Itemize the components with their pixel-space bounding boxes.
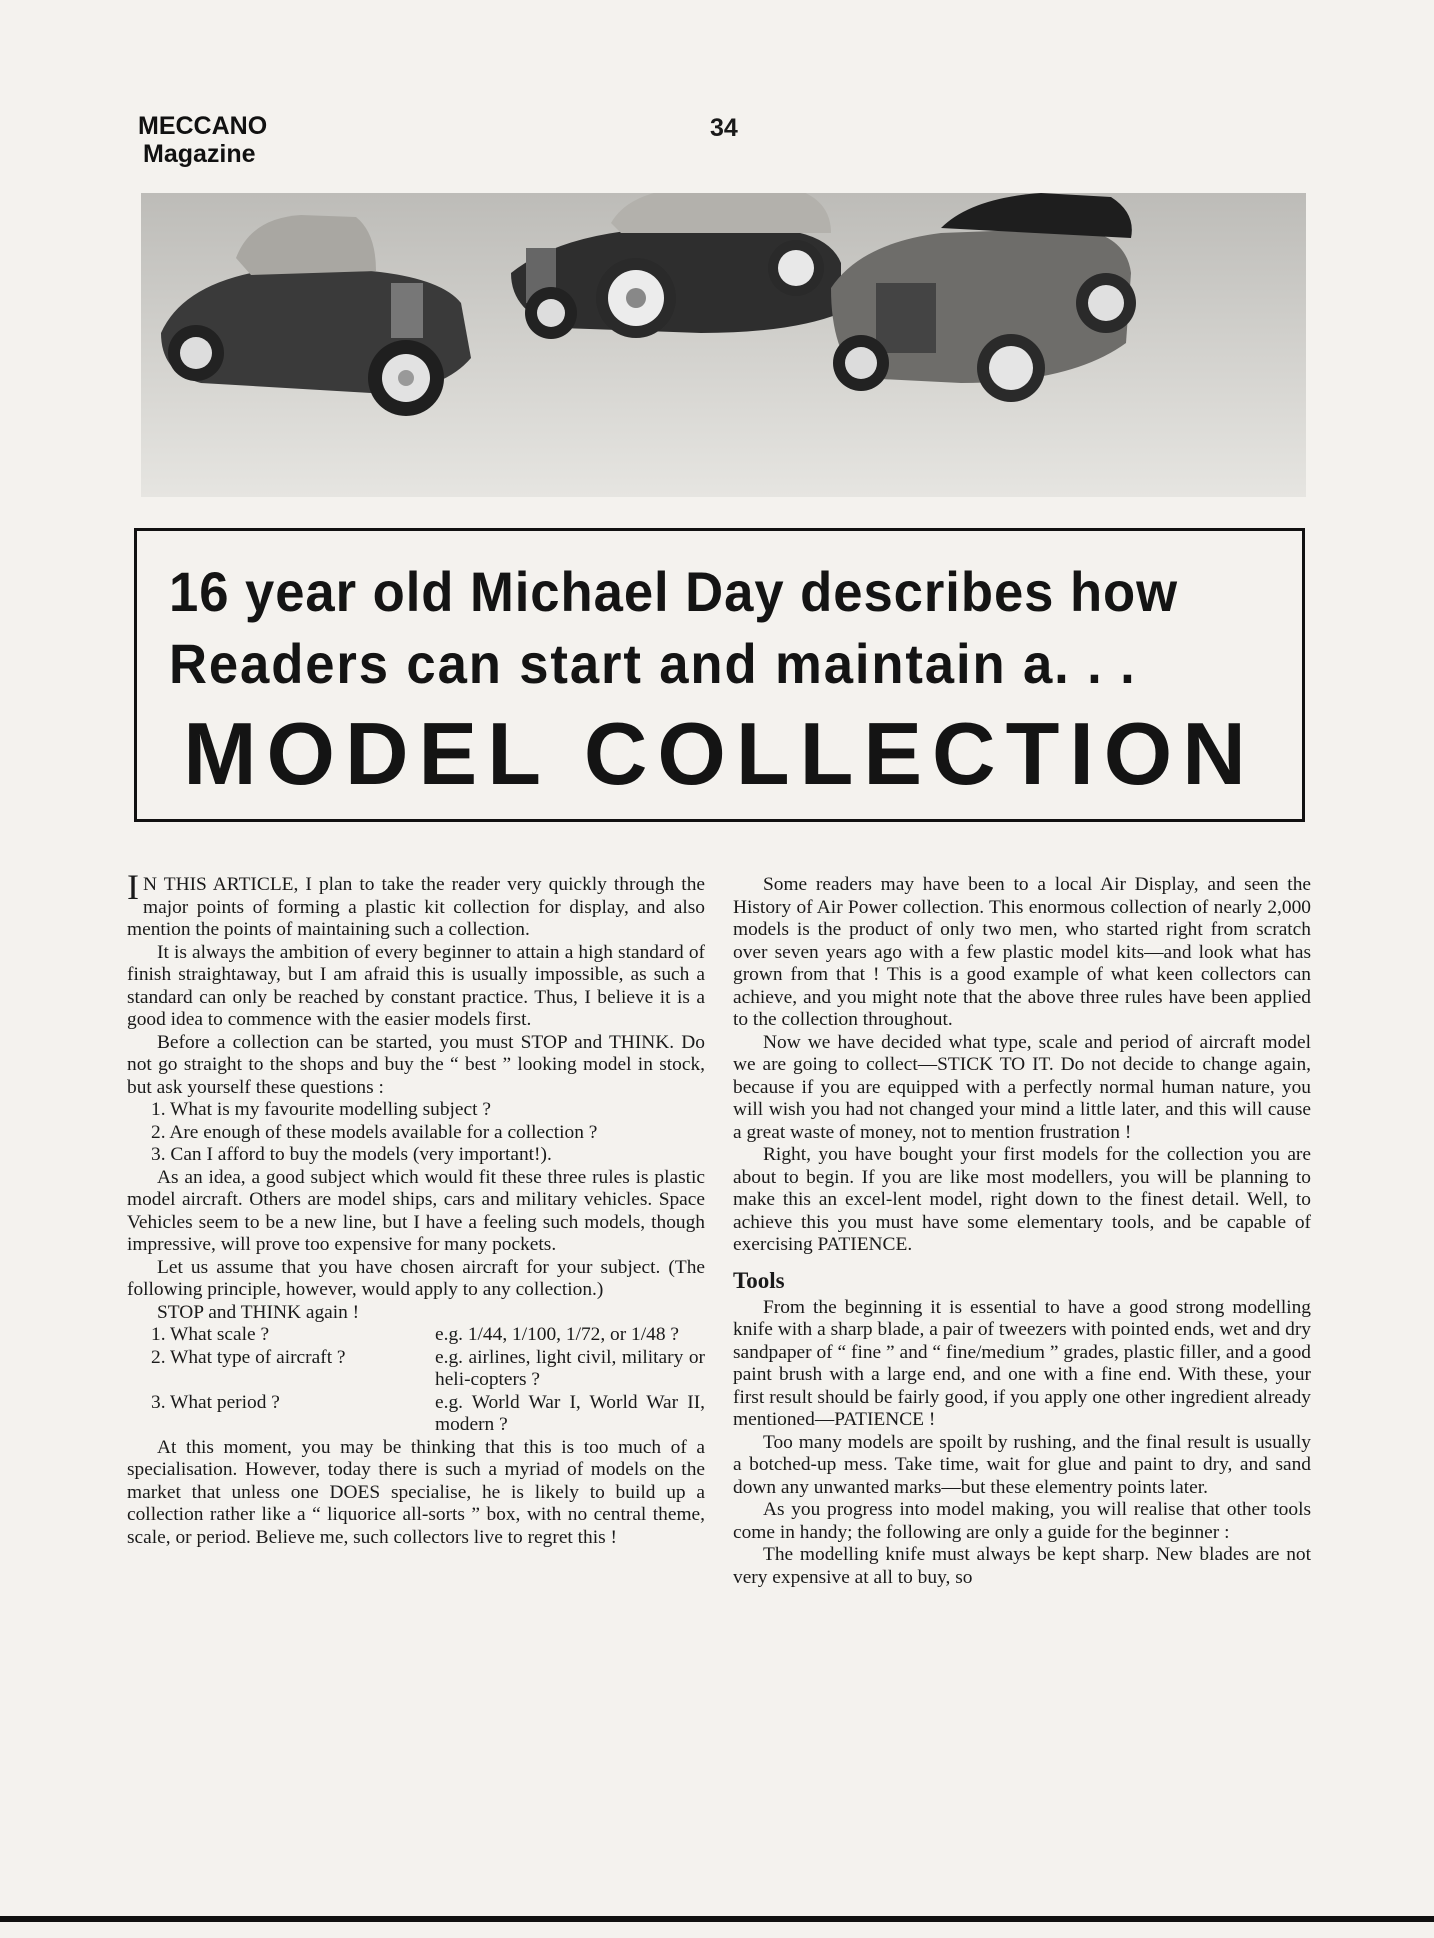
headline-box — [134, 528, 1305, 822]
drop-cap: I — [127, 867, 139, 907]
headline-line1: 16 year old Michael Day describes how — [169, 560, 1179, 623]
paragraph: Too many models are spoilt by rushing, and the final result is usually a botched-up mess. Take time, wait for glue and paint to dry, and sand down any unwanted marks—but these elementry points later. — [733, 1431, 1311, 1498]
paragraph: As an idea, a good subject which would fit these three rules is plastic model aircraft. Others are model ships, cars and military vehicles. Space Vehicles seem to be a new line, but I have a feeling such models, though impressive, will prove too expensive for many pockets. — [127, 1166, 705, 1255]
car-left — [161, 215, 471, 416]
car-middle — [511, 193, 841, 339]
left-column — [127, 867, 705, 1549]
question-item: 1. What is my favourite modelling subject ? — [151, 1099, 491, 1120]
table-row — [127, 1347, 705, 1392]
table-question: 1. What scale ? — [151, 1324, 270, 1345]
table-example: e.g. World War I, World War II, modern ? — [435, 1391, 705, 1435]
paragraph: Right, you have bought your first models for the collection you are about to begin. If you are like most modellers, you will be planning to make this an excel-lent model, right down to the finest detail. Well, to achieve this you must have some elementary tools, and be capable of exercising PATIENCE. — [733, 1144, 1311, 1255]
paragraph: Before a collection can be started, you must STOP and THINK. Do not go straight to the shops and buy the “ best ” looking model in stock, but ask yourself these questions : — [127, 1031, 705, 1098]
aircraft-questions-table — [127, 1324, 705, 1437]
paragraph: At this moment, you may be thinking that this is too much of a specialisation. However, today there is such a myriad of models on the market that unless one DOES specialise, he is likely to build up a collection rather like a “ liquorice all-sorts ” box, with no central theme, scale, or period. Believe me, such collectors live to regret this ! — [127, 1436, 705, 1548]
article-title: MODEL COLLECTION — [183, 704, 1256, 803]
intro-text: N THIS ARTICLE, I plan to take the reader very quickly through the major points of forming a plastic kit collection for display, and also mention the points of maintaining such a collection. — [127, 874, 705, 940]
table-question: 2. What type of aircraft ? — [151, 1346, 346, 1368]
intro-paragraph — [127, 867, 705, 942]
paragraph: Let us assume that you have chosen aircraft for your subject. (The following principle, however, would apply to any collection.) — [127, 1256, 705, 1300]
masthead-title: MECCANO — [138, 112, 268, 140]
table-example: e.g. 1/44, 1/100, 1/72, or 1/48 ? — [435, 1324, 679, 1345]
paragraph: The modelling knife must always be kept sharp. New blades are not very expensive at all to buy, so — [733, 1544, 1311, 1588]
question-item: 2. Are enough of these models available for a collection ? — [151, 1121, 598, 1143]
right-column — [733, 874, 1311, 1589]
question-item: 3. Can I afford to buy the models (very important!). — [151, 1144, 552, 1165]
table-question: 3. What period ? — [151, 1391, 280, 1413]
questions-list — [151, 1099, 705, 1167]
tools-subheading: Tools — [733, 1267, 785, 1293]
paragraph: From the beginning it is essential to have a good strong modelling knife with a sharp blade, a pair of tweezers with pointed ends, wet and dry sandpaper of “ fine ” and “ fine/medium ” grades, plastic filler, and a good paint brush with a large end, and one with a fine end. With these, your first result should be fairly good, if you apply one other ingredient already mentioned—PATIENCE ! — [733, 1296, 1311, 1430]
paragraph: As you progress into model making, you will realise that other tools come in handy; the following are only a guide for the beginner : — [733, 1499, 1311, 1543]
page-number: 34 — [710, 114, 738, 142]
cars-illustration — [141, 193, 1306, 497]
paragraph: Now we have decided what type, scale and period of aircraft model we are going to collect—STICK TO IT. Do not decide to change again, because if you are equipped with a perfectly normal human nature, you will wish you had not changed your mind a little later, and this will cause a great waste of money, not to mention frustration ! — [733, 1031, 1311, 1143]
masthead — [138, 112, 267, 168]
paragraph: STOP and THINK again ! — [157, 1301, 360, 1323]
scan-edge-divider — [0, 1916, 1434, 1922]
table-example: e.g. airlines, light civil, military or heli-copters ? — [435, 1346, 705, 1390]
vintage-car-models-photo — [141, 193, 1306, 497]
masthead-subtitle: Magazine — [143, 140, 256, 168]
paragraph: Some readers may have been to a local Air Display, and seen the History of Air Power collection. This enormous collection of nearly 2,000 models is the product of only two men, who started right from scratch over seven years ago with a few plastic model kits—and look what has grown from that ! This is a good example of what keen collectors can achieve, and you might note that the above three rules have been applied to the collection throughout. — [733, 874, 1311, 1030]
table-row — [127, 1392, 705, 1437]
paragraph: It is always the ambition of every beginner to attain a high standard of finish straightaway, but I am afraid this is usually impossible, as such a standard can only be reached by constant practice. Thus, I believe it is a good idea to commence with the easier models first. — [127, 941, 705, 1030]
table-row — [127, 1324, 705, 1347]
headline-line2: Readers can start and maintain a. . . — [169, 632, 1137, 695]
car-right — [831, 193, 1136, 402]
